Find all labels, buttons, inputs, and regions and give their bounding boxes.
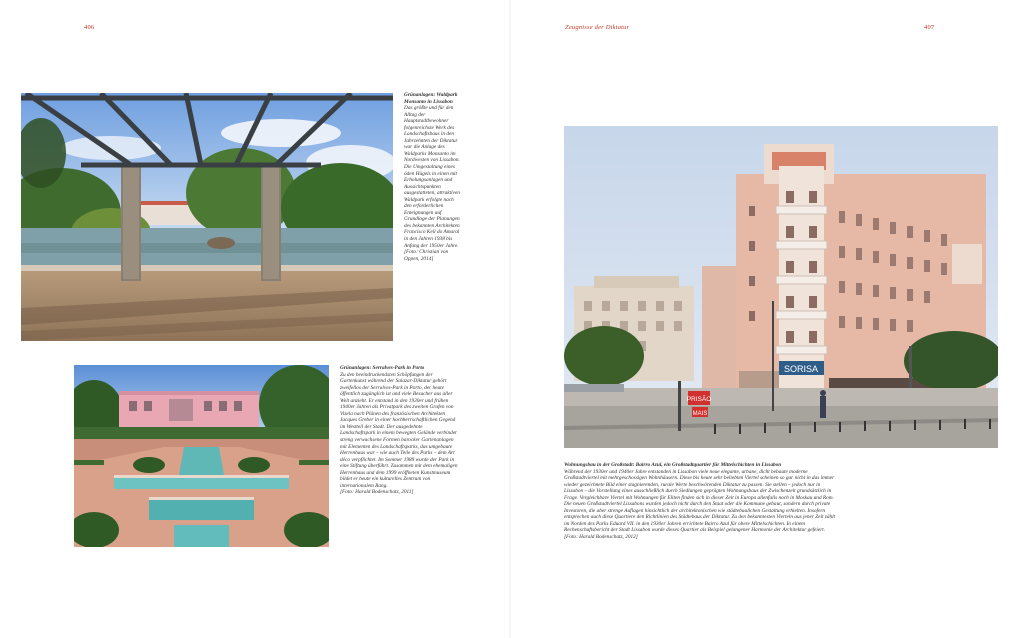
caption-serralves-body: Zu den beeindruckendsten Schöpfungen der Gartenkunst während der Salazar-Diktatur gehört zweifellos der Serralves-Park in Porto, der heute öffentlich zugänglich ist und viele Besucher aus aller Welt anzieht. Er entstand in den 1930er und frühen 1940er Jahren als Privatpark des zweiten Grafen von Vizela nach Plänen des französischen Architekten Jacques Greber in einer hochherrschaftlichen Gegend im Westteil der Stadt. Der ausgedehnte Landschaftspark in einem bewegten Gelände verbindet streng verwachsene Formen barocker Gartenanlagen mit Elementen des Landschaftsparks, das umgebaute Herrenhaus war – wie auch Teile des Parks – dem Art déco verpflichtet. Im Sommer 1989 wurde der Park in eine Stiftung überführt. Zusammen mit dem ehemaligen Herrenhaus und dem 1999 eröffneten Kunstmuseum bildet er heute ein kulturelles Zentrum von internationalem Rang.	[340, 371, 458, 489]
caption-bairro-azul	[564, 462, 840, 541]
caption-monsanto-lead: Grünanlagen: Waldpark Monsanto in Lissabon	[404, 92, 458, 105]
photo-serralves-park	[74, 365, 329, 547]
photo-monsanto-park	[21, 93, 393, 341]
caption-monsanto-credit: [Foto: Christian von Oppen, 2014]	[404, 249, 449, 262]
kiosk-sub-text: MAIS	[692, 411, 708, 417]
caption-bairro-azul-body: Während der 1930er und 1940er Jahre entstanden in Lissabon viele neue elegante, urbane, dicht bebaute moderne Großstadtviertel mit mehrgeschossigen Wohnhäusern. Diese bis heute sehr beliebten Viertel scheinen so gar nicht in das immer wieder gezeichnete Bild einer stagnierenden, rurale Werte beschwörenden Diktatur zu passen. Sie stellen – jedoch nur in Lissabon – die Vorstellung eines ausschließlich durch Siedlungen geprägten Wohnungsbaus der Zwischenzeit grundsätzlich in Frage. Vergleichbare Viertel mit Wohnungen für Eliten finden sich in dieser Zeit in Europa allenfalls noch in Moskau und Rom. Die neuen Großstadtviertel Lissabons wurden jedoch nicht durch den Staat oder die Kommune gebaut, sondern durch private Investoren, die aber strenge Auflagen hinsichtlich der architektonischen wie städtebaulichen Gestaltung erhielten. Insofern entsprechen auch diese Quartiere den Richtlinien des Städtebaus der Diktatur. Zu den bekanntesten Vierteln aus jener Zeit zählt im Norden des Parks Eduard VII. in den 1930er Jahren errichtete Bairro Azul für obere Mittelschichten. In einem Rechenschaftsbericht der Stadt Lissabon wurde dieses Quartier als Beispiel gelungener Harmonie der Architektur gefeiert.	[564, 468, 836, 534]
right-page-number: 407	[924, 24, 935, 31]
kiosk-sign-text: PRISÃO	[686, 396, 712, 403]
caption-serralves-lead: Grünanlagen: Serralves-Park in Porto	[340, 365, 425, 371]
running-head: Zeugnisse der Diktatur	[565, 24, 630, 31]
caption-monsanto	[404, 92, 462, 262]
left-page-number: 406	[84, 24, 95, 31]
caption-serralves-credit: [Foto: Harald Bodenschatz, 2011]	[340, 489, 414, 496]
book-gutter	[509, 0, 511, 638]
caption-bairro-azul-lead: Wohnungsbau in der Großstadt: Bairro Azul, ein Großstadtquartier für Mittelschichten in Lissabon	[564, 462, 782, 468]
photo-bairro-azul	[564, 126, 998, 448]
shop-sign-text: SORISA	[783, 364, 819, 374]
caption-monsanto-body: Das größte und für den Alltag der Hauptstadtbewohner folgenreichste Werk des Landschaftsbaus in den Jahrzehnten der Diktatur war die Anlage des Waldparks Monsanto im Nordwesten von Lissabon. Die Umgestaltung eines öden Hügels in einen mit Erholungsanlagen und Aussichtspunkten ausgestatteten, attraktiven Waldpark erfolgte nach den erforderlichen Enteignungen auf Grundlage der Planungen des bekannten Architekten Francisco Keil do Amaral in den Jahren 1938 bis Anfang der 1950er Jahre.	[404, 105, 460, 249]
caption-bairro-azul-credit: [Foto: Harald Bodenschatz, 2012]	[564, 534, 638, 541]
caption-serralves	[340, 365, 458, 496]
